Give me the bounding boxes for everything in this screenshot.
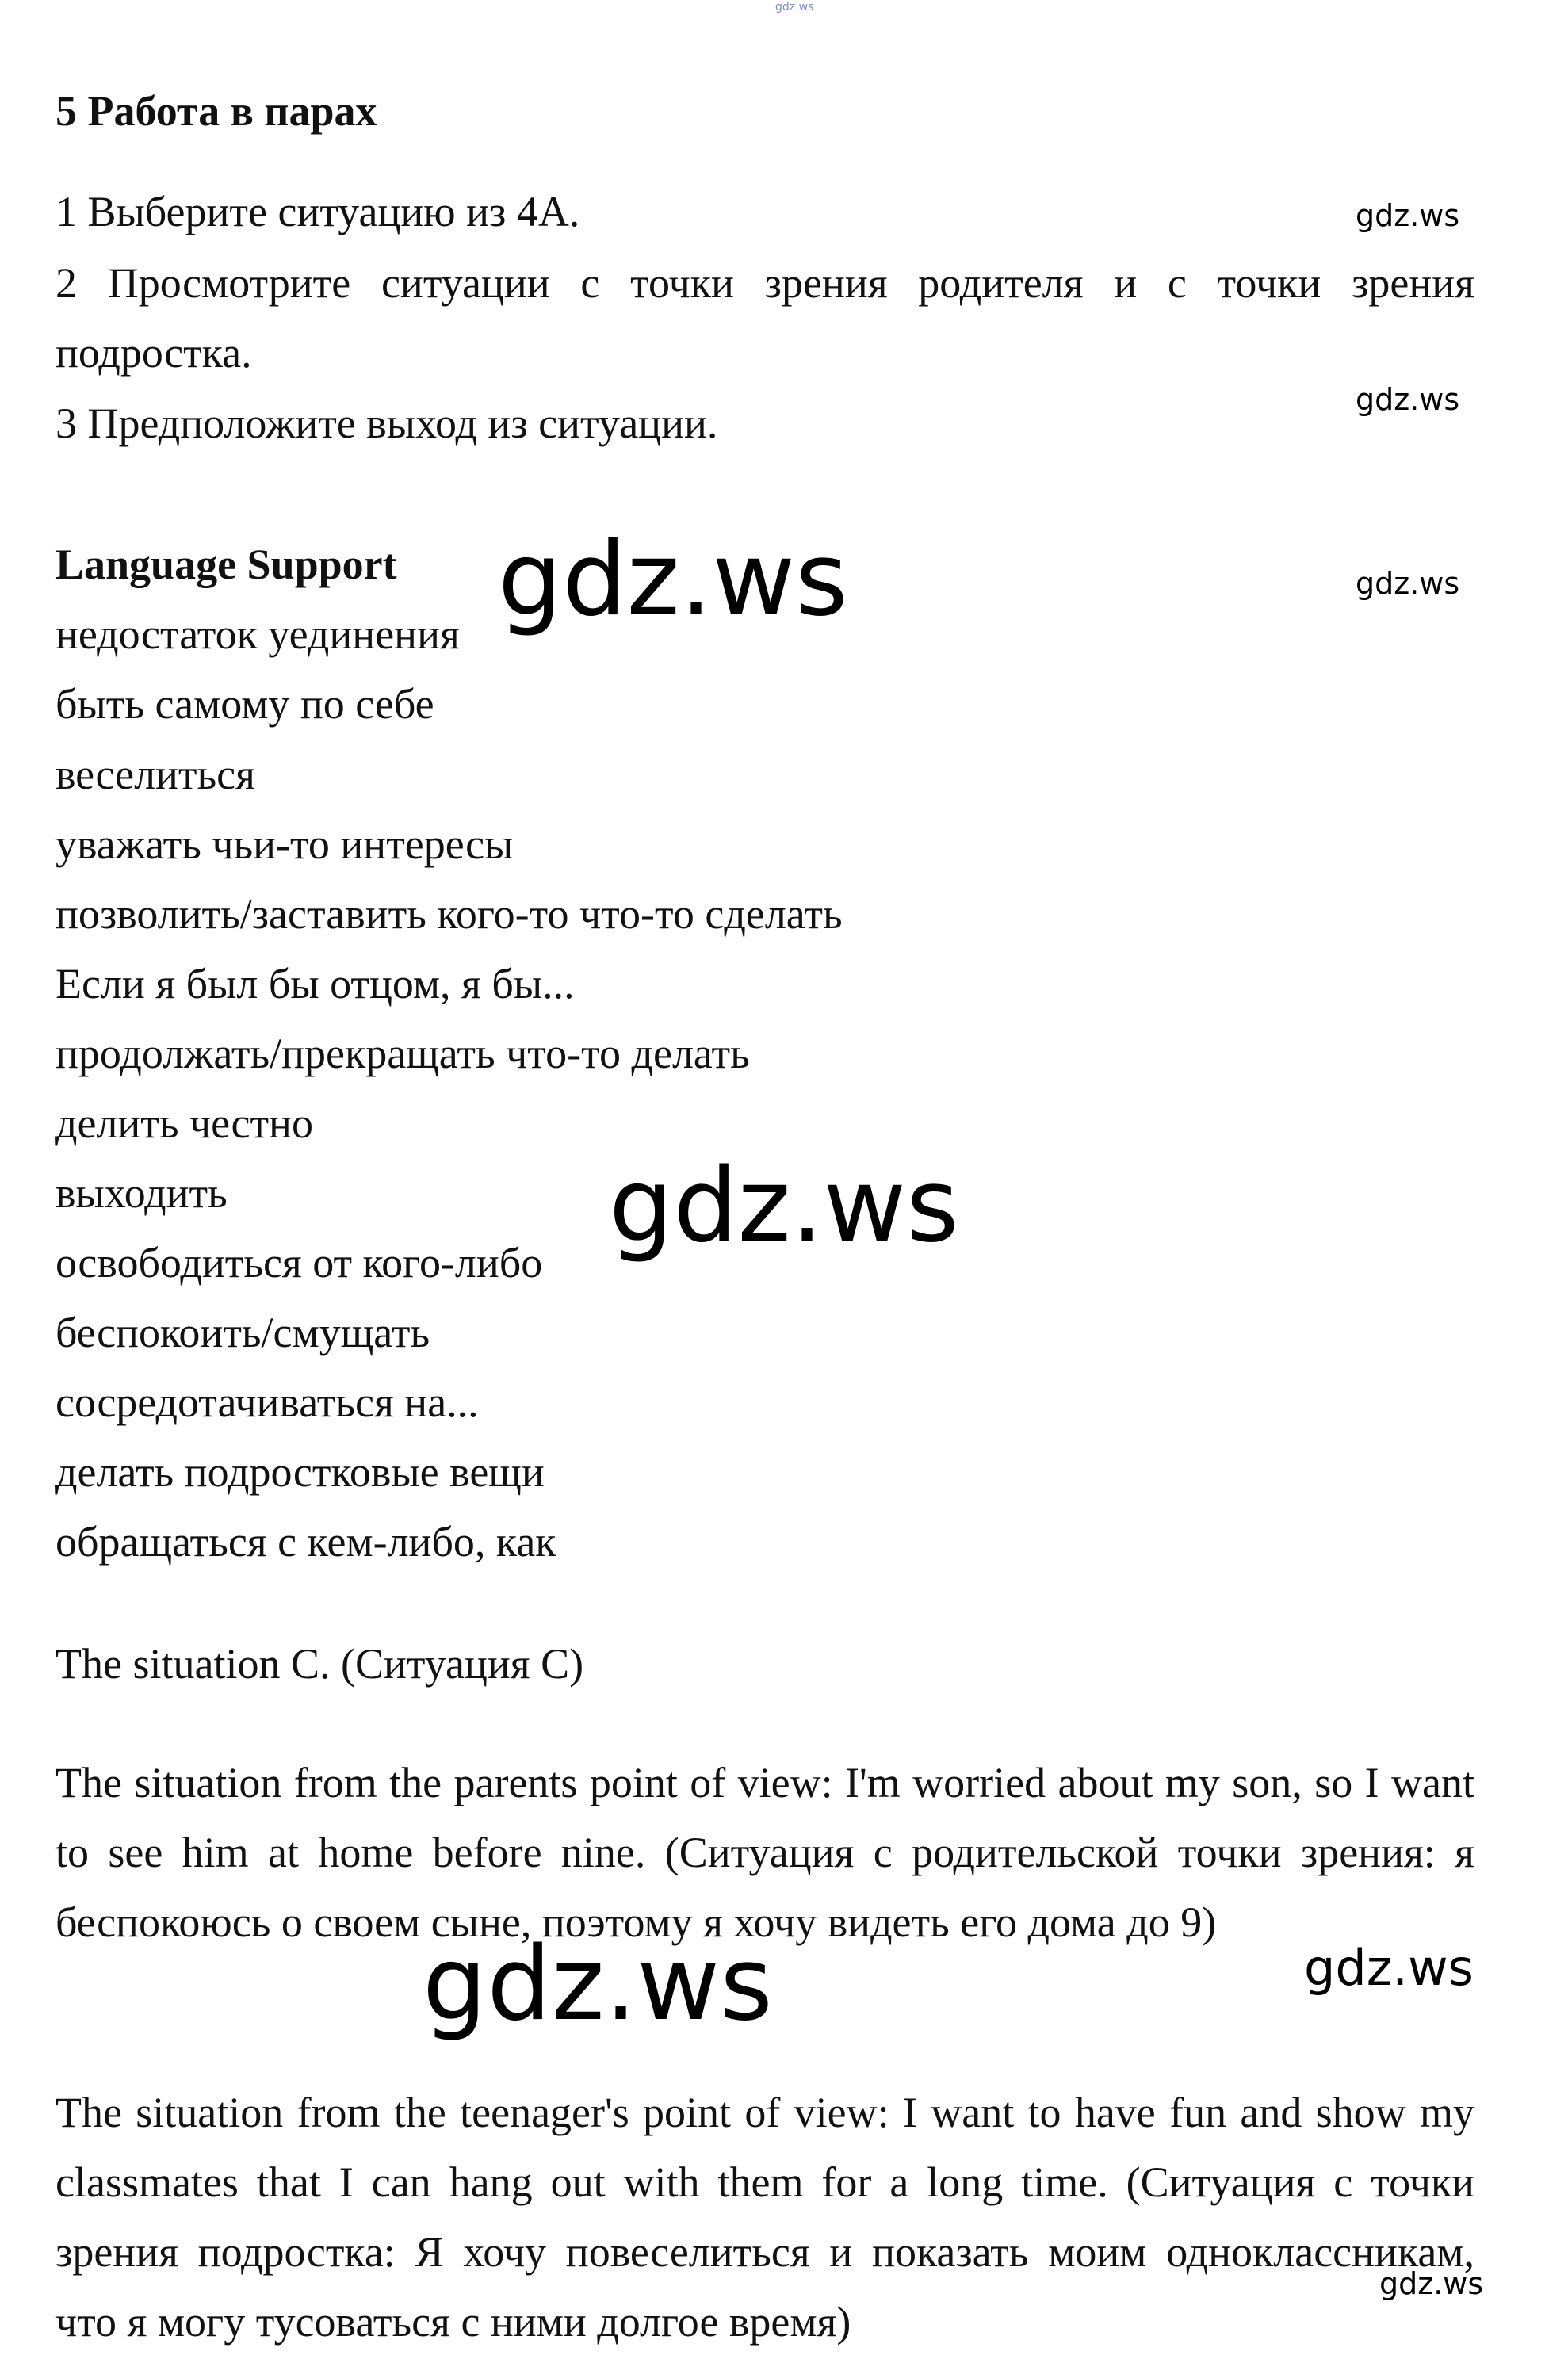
language-support-item: Если я был бы отцом, я бы... [55, 960, 575, 1007]
language-support-item: недостаток уединения [55, 610, 460, 658]
language-support-title: Language Support [55, 541, 397, 588]
language-support-item: освободиться от кого-либо [55, 1239, 543, 1286]
language-support-item: беспокоить/смущать [55, 1309, 430, 1356]
watermark-big-1: gdz.ws [498, 521, 848, 639]
task-step-2: 2 Просмотрите ситуации с точки зрения родителя и с точки зрения подростка. [55, 259, 1474, 377]
language-support-item: продолжать/прекращать что-то делать [55, 1030, 750, 1077]
language-support-item: делать подростковые вещи [55, 1448, 545, 1496]
watermark-big-3: gdz.ws [423, 1925, 773, 2043]
language-support-item: позволить/заставить кого-то что-то сделать [55, 890, 843, 938]
watermark-big-2: gdz.ws [609, 1147, 959, 1265]
task-step-3: 3 Предположите выход из ситуации. [55, 400, 718, 447]
language-support-item: выходить [55, 1169, 228, 1217]
watermark-small-3: gdz.ws [1356, 566, 1460, 601]
language-support-item: веселиться [55, 751, 255, 798]
language-support-item: делить честно [55, 1099, 313, 1147]
answer-teen-view: The situation from the teenager's point of view: I want to have fun and show my classmates that I can hang out with them for a long time. (Ситуация с точки зрения подростка: Я хочу повеселиться и показать моим одноклассникам, что я могу тусоваться с ними долгое время) [55, 2089, 1474, 2346]
watermark-small-2: gdz.ws [1356, 382, 1460, 417]
language-support-item: уважать чьи-то интересы [55, 820, 514, 868]
watermark-mid: gdz.ws [1304, 1939, 1474, 1997]
language-support-item: сосредотачиваться на... [55, 1378, 479, 1426]
watermark-small-4: gdz.ws [1379, 2266, 1484, 2301]
language-support-item: быть самому по себе [55, 680, 434, 728]
task-step-1: 1 Выберите ситуацию из 4А. [55, 188, 580, 235]
answer-parents-view: The situation from the parents point of view: I'm worried about my son, so I want to see him at home before nine. (Ситуация с родительской точки зрения: я беспокоюсь о своем сыне, поэтому я хочу видеть его дома до 9) [55, 1759, 1474, 1946]
task-title: 5 Работа в парах [55, 87, 377, 135]
answer-situation: The situation C. (Ситуация С) [55, 1640, 584, 1688]
watermark-small-1: gdz.ws [1356, 198, 1460, 233]
language-support-item: обращаться с кем-либо, как [55, 1518, 556, 1566]
watermark-top: gdz.ws [775, 1, 814, 13]
